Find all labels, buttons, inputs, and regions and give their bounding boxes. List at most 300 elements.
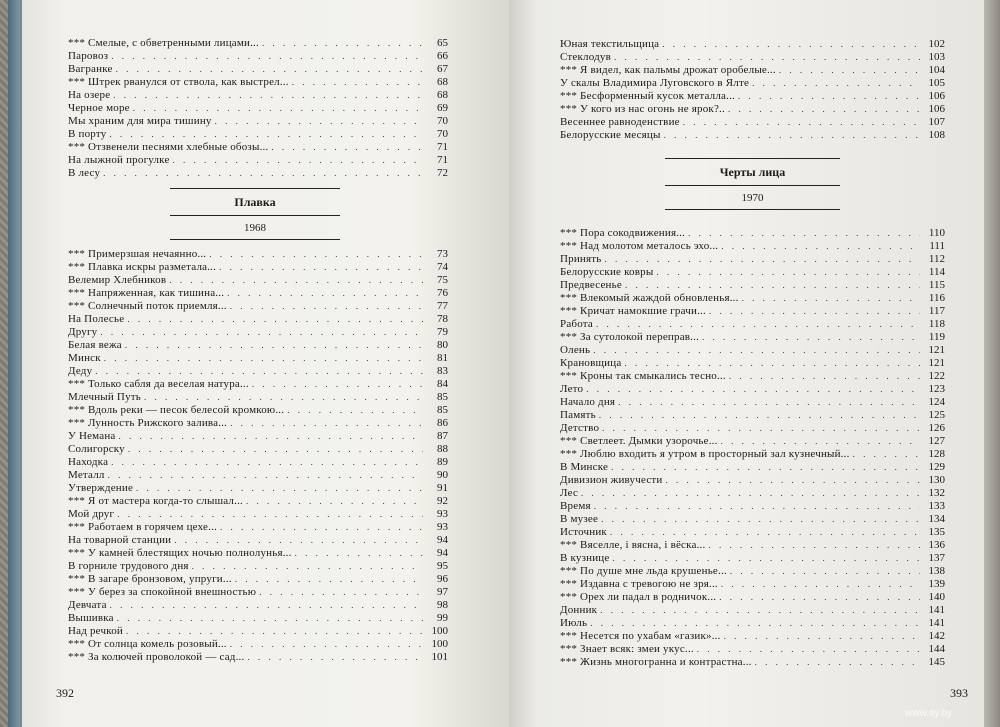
toc-entry bbox=[68, 76, 448, 89]
dot-leader bbox=[605, 253, 920, 266]
dot-leader bbox=[656, 266, 920, 279]
dot-leader bbox=[271, 141, 423, 154]
toc-entry-page: 86 bbox=[437, 417, 448, 429]
toc-entry-page: 118 bbox=[928, 318, 945, 330]
toc-entry bbox=[560, 396, 945, 409]
toc-entry bbox=[560, 116, 945, 129]
toc-entry-page: 139 bbox=[928, 578, 945, 590]
toc-entry-title: *** За сутолокой переправ... bbox=[560, 331, 700, 343]
toc-entry-page: 81 bbox=[437, 352, 448, 364]
dot-leader bbox=[108, 469, 423, 482]
toc-entry-page: 103 bbox=[928, 51, 945, 63]
toc-entry bbox=[68, 313, 448, 326]
toc-entry-page: 142 bbox=[928, 630, 945, 642]
toc-entry bbox=[560, 129, 945, 142]
toc-entry bbox=[560, 344, 945, 357]
toc-entry-title: Предвесенье bbox=[560, 279, 622, 291]
toc-entry-title: Минск bbox=[68, 352, 101, 364]
toc-entry-page: 67 bbox=[437, 63, 448, 75]
toc-entry bbox=[560, 383, 945, 396]
dot-leader bbox=[708, 539, 920, 552]
toc-entry-page: 121 bbox=[928, 357, 945, 369]
dot-leader bbox=[173, 154, 423, 167]
dot-leader bbox=[593, 344, 920, 357]
toc-entry bbox=[68, 534, 448, 547]
toc-entry bbox=[560, 461, 945, 474]
toc-entry bbox=[68, 495, 448, 508]
dot-leader bbox=[174, 534, 423, 547]
dot-leader bbox=[600, 604, 920, 617]
section-rule bbox=[665, 209, 840, 210]
dot-leader bbox=[602, 422, 920, 435]
toc-entry-title: Память bbox=[560, 409, 596, 421]
dot-leader bbox=[581, 487, 920, 500]
toc-entry bbox=[560, 552, 945, 565]
toc-entry bbox=[560, 227, 945, 240]
left-toc-bottom bbox=[68, 248, 448, 664]
dot-leader bbox=[738, 90, 920, 103]
toc-entry-page: 136 bbox=[928, 539, 945, 551]
toc-entry-title: Солигорску bbox=[68, 443, 125, 455]
toc-entry-page: 121 bbox=[928, 344, 945, 356]
toc-entry-title: *** Светлеет. Дымки узорочье... bbox=[560, 435, 718, 447]
toc-entry-page: 115 bbox=[928, 279, 945, 291]
toc-entry bbox=[560, 487, 945, 500]
toc-entry-title: Велемир Хлебников bbox=[68, 274, 167, 286]
toc-entry-title: Белая вежа bbox=[68, 339, 122, 351]
toc-entry-page: 123 bbox=[928, 383, 945, 395]
toc-entry bbox=[68, 508, 448, 521]
toc-entry-title: Работа bbox=[560, 318, 593, 330]
toc-entry-title: На озере bbox=[68, 89, 111, 101]
dot-leader bbox=[779, 64, 920, 77]
section-year: 1968 bbox=[244, 222, 266, 234]
toc-entry bbox=[560, 331, 945, 344]
toc-entry-title: У скалы Владимира Луговского в Ялте bbox=[560, 77, 750, 89]
toc-entry-page: 110 bbox=[928, 227, 945, 239]
dot-leader bbox=[721, 240, 920, 253]
dot-leader bbox=[683, 116, 920, 129]
toc-entry bbox=[68, 443, 448, 456]
dot-leader bbox=[287, 404, 423, 417]
dot-leader bbox=[742, 292, 920, 305]
toc-entry-page: 127 bbox=[928, 435, 945, 447]
toc-entry-page: 65 bbox=[437, 37, 448, 49]
toc-entry-title: В порту bbox=[68, 128, 107, 140]
toc-entry bbox=[68, 521, 448, 534]
toc-entry-title: В кузнице bbox=[560, 552, 610, 564]
toc-entry-title: *** По душе мне льда крушенье... bbox=[560, 565, 727, 577]
toc-entry-title: Вагранке bbox=[68, 63, 113, 75]
dot-leader bbox=[117, 612, 423, 625]
toc-entry bbox=[68, 430, 448, 443]
toc-entry-page: 117 bbox=[928, 305, 945, 317]
toc-entry-page: 141 bbox=[928, 604, 945, 616]
toc-entry-page: 70 bbox=[437, 128, 448, 140]
dot-leader bbox=[116, 63, 423, 76]
toc-entry-page: 89 bbox=[437, 456, 448, 468]
toc-entry-page: 66 bbox=[437, 50, 448, 62]
dot-leader bbox=[590, 617, 920, 630]
dot-leader bbox=[755, 656, 920, 669]
toc-entry-title: *** Отзвенели песнями хлебные обозы... bbox=[68, 141, 269, 153]
toc-entry-title: *** Солнечный поток приемля... bbox=[68, 300, 227, 312]
toc-entry bbox=[68, 560, 448, 573]
toc-entry-page: 144 bbox=[928, 643, 945, 655]
toc-entry-title: *** От солнца комель розовый... bbox=[68, 638, 227, 650]
toc-entry-title: Олень bbox=[560, 344, 591, 356]
toc-entry-title: Источник bbox=[560, 526, 607, 538]
toc-entry-title: *** Штрек рванулся от ствола, как выстрел... bbox=[68, 76, 289, 88]
toc-entry-title: *** У берез за спокойной внешностью bbox=[68, 586, 257, 598]
toc-entry-title: *** Смелые, с обветренными лицами... bbox=[68, 37, 259, 49]
toc-entry-title: *** Люблю входить я утром в просторный зал кузнечный... bbox=[560, 448, 850, 460]
dot-leader bbox=[729, 370, 920, 383]
dot-leader bbox=[220, 521, 423, 534]
toc-entry-title: Весеннее равноденствие bbox=[560, 116, 680, 128]
toc-entry bbox=[68, 378, 448, 391]
toc-entry-title: Детство bbox=[560, 422, 600, 434]
toc-entry-title: Белорусские месяцы bbox=[560, 129, 661, 141]
toc-entry bbox=[68, 115, 448, 128]
toc-entry bbox=[560, 266, 945, 279]
toc-entry-page: 102 bbox=[928, 38, 945, 50]
toc-entry-page: 93 bbox=[437, 508, 448, 520]
toc-entry-title: Металл bbox=[68, 469, 105, 481]
toc-entry bbox=[560, 357, 945, 370]
dot-leader bbox=[728, 103, 920, 116]
toc-entry-page: 78 bbox=[437, 313, 448, 325]
toc-entry-title: Лес bbox=[560, 487, 579, 499]
dot-leader bbox=[235, 573, 423, 586]
right-edge-shadow bbox=[984, 0, 1000, 727]
dot-leader bbox=[721, 435, 920, 448]
toc-entry bbox=[68, 63, 448, 76]
dot-leader bbox=[103, 167, 423, 180]
toc-entry-page: 95 bbox=[437, 560, 448, 572]
toc-entry-title: Деду bbox=[68, 365, 93, 377]
toc-entry-page: 124 bbox=[928, 396, 945, 408]
right-toc-bottom bbox=[560, 227, 945, 669]
toc-entry bbox=[560, 90, 945, 103]
toc-entry-page: 104 bbox=[928, 64, 945, 76]
toc-entry-page: 125 bbox=[928, 409, 945, 421]
toc-entry-title: *** Примерзшая нечаянно... bbox=[68, 248, 207, 260]
dot-leader bbox=[618, 396, 920, 409]
toc-entry-page: 108 bbox=[928, 129, 945, 141]
toc-entry-title: *** Я от мастера когда-то слышал... bbox=[68, 495, 243, 507]
toc-entry bbox=[68, 37, 448, 50]
toc-entry bbox=[560, 448, 945, 461]
toc-entry-page: 85 bbox=[437, 404, 448, 416]
dot-leader bbox=[596, 318, 920, 331]
toc-entry-title: Девчата bbox=[68, 599, 107, 611]
toc-entry-title: *** Работаем в горячем цехе... bbox=[68, 521, 217, 533]
toc-entry-title: Утверждение bbox=[68, 482, 134, 494]
dot-leader bbox=[117, 508, 423, 521]
toc-entry-page: 107 bbox=[928, 116, 945, 128]
left-section-header bbox=[170, 188, 340, 240]
toc-entry-title: *** Жизнь многогранна и контрастна... bbox=[560, 656, 752, 668]
dot-leader bbox=[702, 331, 920, 344]
dot-leader bbox=[230, 300, 423, 313]
toc-entry bbox=[560, 656, 945, 669]
toc-entry bbox=[68, 417, 448, 430]
toc-entry-title: На товарной станции bbox=[68, 534, 172, 546]
toc-entry-page: 99 bbox=[437, 612, 448, 624]
toc-entry-title: *** Я видел, как пальмы дрожат оробелые... bbox=[560, 64, 776, 76]
toc-entry-title: *** Несется по ухабам «газик»... bbox=[560, 630, 721, 642]
toc-entry bbox=[68, 154, 448, 167]
dot-leader bbox=[215, 115, 423, 128]
toc-entry bbox=[68, 391, 448, 404]
toc-entry-title: В горниле трудового дня bbox=[68, 560, 189, 572]
toc-entry-page: 97 bbox=[437, 586, 448, 598]
toc-entry bbox=[560, 318, 945, 331]
dot-leader bbox=[612, 552, 920, 565]
toc-entry-title: Юная текстильщица bbox=[560, 38, 660, 50]
toc-entry-title: *** Вяселле, і вясна, і вёска... bbox=[560, 539, 706, 551]
toc-entry-title: *** Лунность Рижского залива... bbox=[68, 417, 228, 429]
toc-entry-title: *** Вдоль реки — песок белесой кромкою... bbox=[68, 404, 285, 416]
toc-entry bbox=[560, 240, 945, 253]
toc-entry bbox=[560, 370, 945, 383]
toc-entry bbox=[68, 287, 448, 300]
dot-leader bbox=[209, 248, 423, 261]
dot-leader bbox=[100, 326, 423, 339]
dot-leader bbox=[697, 643, 920, 656]
toc-entry-page: 140 bbox=[928, 591, 945, 603]
dot-leader bbox=[262, 37, 423, 50]
dot-leader bbox=[601, 513, 920, 526]
toc-entry-page: 138 bbox=[928, 565, 945, 577]
toc-entry bbox=[68, 612, 448, 625]
toc-entry-title: Вышивка bbox=[68, 612, 114, 624]
right-toc-top bbox=[560, 38, 945, 142]
toc-entry bbox=[560, 617, 945, 630]
dot-leader bbox=[853, 448, 920, 461]
toc-entry bbox=[68, 248, 448, 261]
toc-entry-page: 83 bbox=[437, 365, 448, 377]
toc-entry bbox=[68, 167, 448, 180]
toc-entry-page: 79 bbox=[437, 326, 448, 338]
toc-entry-title: Июль bbox=[560, 617, 588, 629]
toc-entry-title: Мой друг bbox=[68, 508, 115, 520]
toc-entry-page: 68 bbox=[437, 76, 448, 88]
dot-leader bbox=[709, 305, 920, 318]
toc-entry bbox=[68, 599, 448, 612]
dot-leader bbox=[610, 526, 920, 539]
toc-entry-page: 70 bbox=[437, 115, 448, 127]
toc-entry-page: 145 bbox=[928, 656, 945, 668]
toc-entry bbox=[560, 51, 945, 64]
toc-entry-page: 129 bbox=[928, 461, 945, 473]
toc-entry-page: 114 bbox=[928, 266, 945, 278]
dot-leader bbox=[586, 383, 920, 396]
section-rule bbox=[170, 239, 340, 240]
toc-entry-page: 122 bbox=[928, 370, 945, 382]
toc-entry bbox=[68, 547, 448, 560]
dot-leader bbox=[247, 651, 423, 664]
toc-entry-title: *** В загаре бронзовом, упруги... bbox=[68, 573, 232, 585]
toc-entry-page: 80 bbox=[437, 339, 448, 351]
toc-entry bbox=[68, 274, 448, 287]
toc-entry-title: *** За колючей проволокой — сад... bbox=[68, 651, 245, 663]
toc-entry-page: 71 bbox=[437, 154, 448, 166]
toc-entry bbox=[560, 409, 945, 422]
toc-entry bbox=[560, 604, 945, 617]
dot-leader bbox=[95, 365, 423, 378]
toc-entry bbox=[560, 253, 945, 266]
section-title: Черты лица bbox=[719, 165, 786, 179]
toc-entry-title: Начало дня bbox=[560, 396, 616, 408]
toc-entry-page: 137 bbox=[928, 552, 945, 564]
toc-entry bbox=[560, 38, 945, 51]
toc-entry-title: *** Кричат намокшие грачи... bbox=[560, 305, 706, 317]
toc-entry-page: 76 bbox=[437, 287, 448, 299]
toc-entry bbox=[560, 643, 945, 656]
toc-entry-title: *** Пора сокодвижения... bbox=[560, 227, 686, 239]
toc-entry-title: У Немана bbox=[68, 430, 116, 442]
toc-entry bbox=[68, 261, 448, 274]
toc-entry bbox=[68, 50, 448, 63]
toc-entry-page: 112 bbox=[928, 253, 945, 265]
toc-entry-page: 134 bbox=[928, 513, 945, 525]
toc-entry bbox=[68, 141, 448, 154]
toc-entry bbox=[560, 77, 945, 90]
dot-leader bbox=[136, 482, 423, 495]
toc-entry-title: В Минске bbox=[560, 461, 609, 473]
toc-entry-page: 130 bbox=[928, 474, 945, 486]
page-number-right: 393 bbox=[950, 686, 968, 700]
toc-entry-title: *** Напряженная, как тишина... bbox=[68, 287, 225, 299]
toc-entry bbox=[560, 630, 945, 643]
toc-entry-title: Над речкой bbox=[68, 625, 123, 637]
toc-entry-page: 68 bbox=[437, 89, 448, 101]
dot-leader bbox=[614, 51, 920, 64]
watermark: www.ay.by bbox=[905, 708, 953, 719]
dot-leader bbox=[724, 630, 920, 643]
toc-entry bbox=[68, 469, 448, 482]
dot-leader bbox=[252, 378, 423, 391]
toc-entry-page: 94 bbox=[437, 534, 448, 546]
toc-entry bbox=[560, 565, 945, 578]
toc-entry-page: 90 bbox=[437, 469, 448, 481]
toc-entry bbox=[68, 482, 448, 495]
dot-leader bbox=[664, 129, 920, 142]
toc-entry-title: *** Влекомый жаждой обновленья... bbox=[560, 292, 739, 304]
section-year: 1970 bbox=[741, 192, 764, 204]
toc-entry-title: *** Орех ли падал в родничок... bbox=[560, 591, 717, 603]
toc-entry-title: На лыжной прогулке bbox=[68, 154, 170, 166]
toc-entry-page: 100 bbox=[431, 638, 448, 650]
toc-entry bbox=[68, 365, 448, 378]
toc-entry-page: 71 bbox=[437, 141, 448, 153]
dot-leader bbox=[111, 456, 423, 469]
toc-entry bbox=[68, 102, 448, 115]
toc-entry bbox=[560, 539, 945, 552]
toc-entry-page: 74 bbox=[437, 261, 448, 273]
toc-entry bbox=[560, 591, 945, 604]
toc-entry bbox=[68, 89, 448, 102]
toc-entry-page: 69 bbox=[437, 102, 448, 114]
toc-entry-title: Стеклодув bbox=[560, 51, 611, 63]
dot-leader bbox=[246, 495, 423, 508]
toc-entry bbox=[560, 500, 945, 513]
dot-leader bbox=[127, 313, 423, 326]
dot-leader bbox=[295, 547, 423, 560]
toc-entry bbox=[560, 435, 945, 448]
toc-entry-page: 135 bbox=[928, 526, 945, 538]
dot-leader bbox=[752, 77, 920, 90]
toc-entry-page: 100 bbox=[431, 625, 448, 637]
toc-entry-page: 101 bbox=[431, 651, 448, 663]
toc-entry-title: Дивизион живучести bbox=[560, 474, 663, 486]
toc-entry-title: Крановщица bbox=[560, 357, 622, 369]
dot-leader bbox=[719, 591, 920, 604]
toc-entry-title: *** Знает всяк: змеи укус... bbox=[560, 643, 694, 655]
toc-entry-page: 75 bbox=[437, 274, 448, 286]
toc-entry bbox=[560, 474, 945, 487]
left-toc-top bbox=[68, 37, 448, 180]
right-section-header bbox=[665, 158, 840, 210]
toc-entry bbox=[560, 578, 945, 591]
toc-entry bbox=[68, 573, 448, 586]
dot-leader bbox=[111, 50, 423, 63]
dot-leader bbox=[133, 102, 423, 115]
toc-entry-title: Паровоз bbox=[68, 50, 109, 62]
dot-leader bbox=[219, 261, 423, 274]
toc-entry-title: Белорусские ковры bbox=[560, 266, 654, 278]
toc-entry bbox=[68, 586, 448, 599]
dot-leader bbox=[230, 638, 423, 651]
toc-entry-title: *** Бесформенный кусок металла... bbox=[560, 90, 735, 102]
dot-leader bbox=[662, 38, 920, 51]
toc-entry-title: Черное море bbox=[68, 102, 130, 114]
toc-entry bbox=[560, 64, 945, 77]
toc-entry-page: 91 bbox=[437, 482, 448, 494]
dot-leader bbox=[599, 409, 920, 422]
dot-leader bbox=[594, 500, 920, 513]
toc-entry-page: 98 bbox=[437, 599, 448, 611]
toc-entry-title: *** Кроны так смыкались тесно... bbox=[560, 370, 726, 382]
dot-leader bbox=[110, 599, 423, 612]
toc-entry bbox=[68, 638, 448, 651]
toc-entry-title: *** У камней блестящих ночью полнолунья... bbox=[68, 547, 292, 559]
toc-entry bbox=[68, 404, 448, 417]
toc-entry bbox=[68, 352, 448, 365]
toc-entry-page: 84 bbox=[437, 378, 448, 390]
dot-leader bbox=[721, 578, 920, 591]
toc-entry bbox=[68, 339, 448, 352]
toc-entry bbox=[560, 513, 945, 526]
toc-entry-title: Другу bbox=[68, 326, 98, 338]
toc-entry-title: Млечный Путь bbox=[68, 391, 141, 403]
dot-leader bbox=[624, 357, 920, 370]
toc-entry-page: 106 bbox=[928, 90, 945, 102]
toc-entry-page: 111 bbox=[929, 240, 945, 252]
toc-entry-title: Принять bbox=[560, 253, 602, 265]
dot-leader bbox=[113, 89, 423, 102]
toc-entry bbox=[68, 326, 448, 339]
dot-leader bbox=[230, 417, 423, 430]
toc-entry-title: Находка bbox=[68, 456, 109, 468]
dot-leader bbox=[104, 352, 423, 365]
toc-entry-title: В лесу bbox=[68, 167, 101, 179]
toc-entry bbox=[560, 422, 945, 435]
toc-entry-title: *** Плавка искры разметала... bbox=[68, 261, 217, 273]
toc-entry-page: 85 bbox=[437, 391, 448, 403]
